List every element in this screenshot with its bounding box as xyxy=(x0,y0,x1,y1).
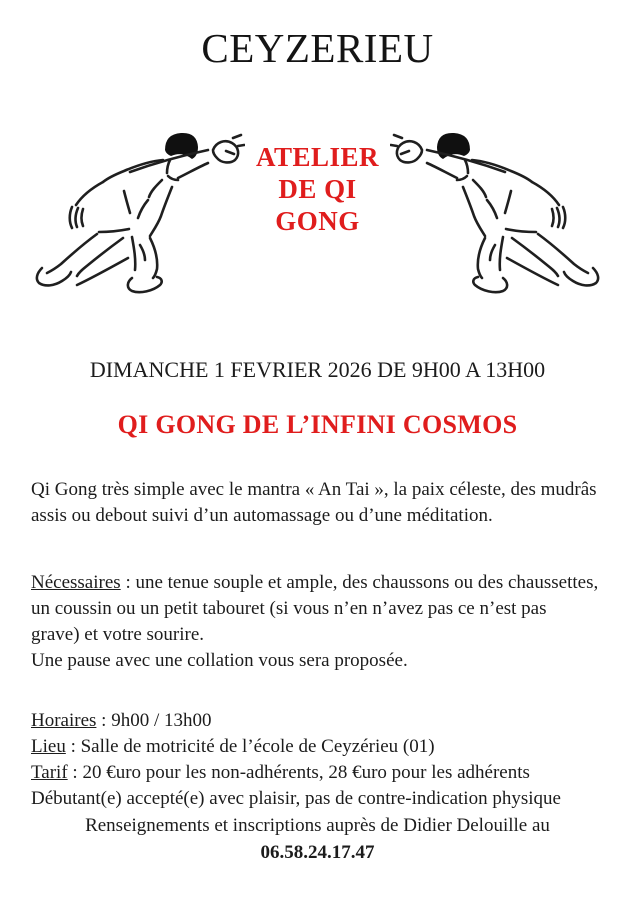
contact-line: Renseignements et inscriptions auprès de Didier Delouille au xyxy=(85,815,550,836)
detail-label: Tarif xyxy=(31,762,68,783)
detail-value: Salle de motricité de l’école de Ceyzérieu (01) xyxy=(80,736,435,757)
requirements-first-line xyxy=(31,570,615,596)
description-line: assis ou debout suivi d’un automassage ou d’une méditation. xyxy=(31,505,493,526)
event-date-line: DIMANCHE 1 FEVRIER 2026 DE 9H00 A 13H00 xyxy=(89,357,546,382)
detail-label: Lieu xyxy=(31,736,66,757)
practical-details xyxy=(31,708,615,812)
detail-label: Horaires xyxy=(31,710,97,731)
detail-separator: : xyxy=(65,736,81,757)
detail-separator: : xyxy=(96,710,112,731)
workshop-title xyxy=(0,141,635,237)
workshop-title-line: GONG xyxy=(275,206,360,236)
workshop-title-line: DE QI xyxy=(278,174,357,204)
requirements-line: Une pause avec une collation vous sera proposée. xyxy=(31,650,408,671)
detail-row-tarif xyxy=(31,760,615,786)
detail-value: 9h00 / 13h00 xyxy=(111,710,212,731)
requirements-line: grave) et votre sourire. xyxy=(31,624,205,645)
description-paragraph xyxy=(31,477,615,529)
page-title: CEYZERIEU xyxy=(201,25,434,71)
event-heading: QI GONG DE L’INFINI COSMOS xyxy=(117,410,518,439)
detail-separator: : xyxy=(67,762,83,783)
requirements-label: Nécessaires xyxy=(31,572,121,593)
requirements-line: un coussin ou un petit tabouret (si vous n’en n’avez pas ce n’est pas xyxy=(31,598,547,619)
requirements-paragraph xyxy=(31,570,615,674)
detail-row-lieu xyxy=(31,734,615,760)
workshop-title-line: ATELIER xyxy=(255,142,380,172)
contact-phone: 06.58.24.17.47 xyxy=(260,842,375,863)
beginners-note: Débutant(e) accepté(e) avec plaisir, pas de contre-indication physique xyxy=(31,788,561,809)
contact-block xyxy=(0,812,635,866)
detail-row-horaires xyxy=(31,708,615,734)
description-line: Qi Gong très simple avec le mantra « An Tai », la paix céleste, des mudrâs xyxy=(31,479,597,500)
detail-value: 20 €uro pour les non-adhérents, 28 €uro pour les adhérents xyxy=(82,762,530,783)
requirements-first-line-rest: : une tenue souple et ample, des chaussons ou des chaussettes, xyxy=(120,572,599,593)
